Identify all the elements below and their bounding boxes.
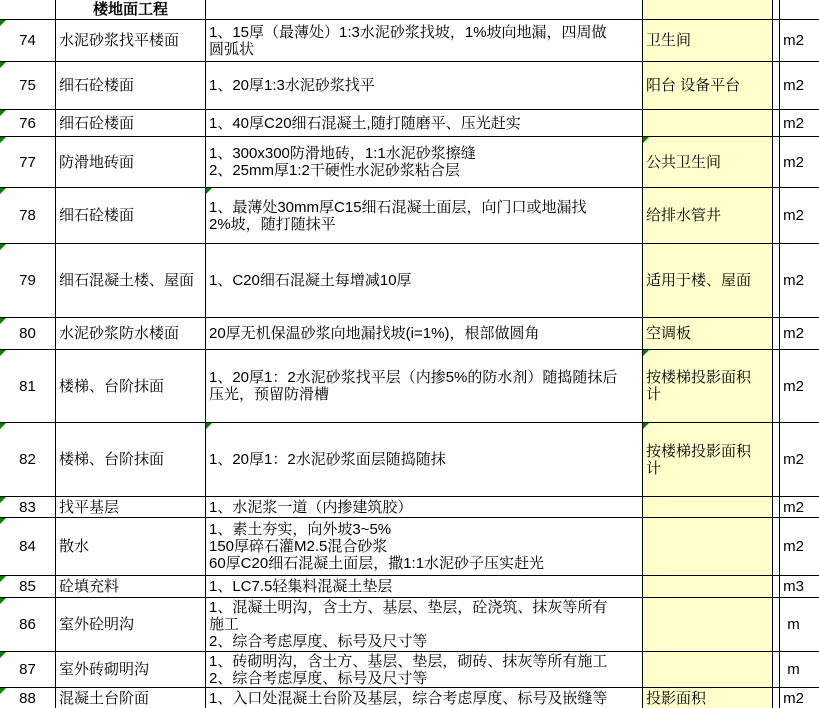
- spacer-cell[interactable]: [773, 598, 780, 652]
- spacer-cell[interactable]: [773, 62, 780, 110]
- unit-cell[interactable]: m2: [780, 497, 819, 518]
- scope-cell[interactable]: [643, 576, 773, 598]
- unit-cell[interactable]: m2: [780, 350, 819, 423]
- scope-cell[interactable]: 适用于楼、屋面: [643, 244, 773, 318]
- item-name-cell[interactable]: 水泥砂浆找平楼面: [56, 20, 206, 62]
- spacer-cell[interactable]: [773, 244, 780, 318]
- row-number-cell[interactable]: 82: [0, 423, 56, 497]
- unit-cell[interactable]: m2: [780, 137, 819, 188]
- row-number-cell[interactable]: 75: [0, 62, 56, 110]
- spacer-cell[interactable]: [773, 110, 780, 137]
- unit-cell[interactable]: m3: [780, 576, 819, 598]
- description-cell[interactable]: 20厚无机保温砂浆向地漏找坡(i=1%)，根部做圆角: [206, 318, 643, 350]
- scope-cell[interactable]: [643, 518, 773, 576]
- spacer-cell[interactable]: [773, 350, 780, 423]
- description-cell[interactable]: 1、入口处混凝土台阶及基层，综合考虑厚度、标号及嵌缝等: [206, 688, 643, 708]
- spacer-cell[interactable]: [773, 318, 780, 350]
- description-cell[interactable]: 1、C20细石混凝土每增减10厚: [206, 244, 643, 318]
- row-number-cell[interactable]: 81: [0, 350, 56, 423]
- row-number-cell[interactable]: 77: [0, 137, 56, 188]
- spacer-cell[interactable]: [773, 0, 780, 20]
- scope-cell[interactable]: 公共卫生间: [643, 137, 773, 188]
- description-cell[interactable]: 1、40厚C20细石混凝土,随打随磨平、压光赶实: [206, 110, 643, 137]
- description-cell[interactable]: 1、最薄处30mm厚C15细石混凝土面层，向门口或地漏找 2%坡，随打随抹平: [206, 188, 643, 244]
- row-number-cell[interactable]: 88: [0, 688, 56, 708]
- unit-cell[interactable]: m2: [780, 423, 819, 497]
- scope-cell[interactable]: [643, 652, 773, 688]
- item-name-cell[interactable]: 室外砖砌明沟: [56, 652, 206, 688]
- unit-cell[interactable]: m2: [780, 688, 819, 708]
- description-cell[interactable]: 1、砖砌明沟，含土方、基层、垫层，砌砖、抹灰等所有施工 2、综合考虑厚度、标号及尺寸等: [206, 652, 643, 688]
- scope-cell[interactable]: 按楼梯投影面积 计: [643, 350, 773, 423]
- unit-cell[interactable]: m2: [780, 518, 819, 576]
- unit-cell[interactable]: m2: [780, 62, 819, 110]
- description-cell[interactable]: 1、LC7.5轻集料混凝土垫层: [206, 576, 643, 598]
- scope-cell[interactable]: 给排水管井: [643, 188, 773, 244]
- spacer-cell[interactable]: [773, 137, 780, 188]
- row-number-cell[interactable]: 80: [0, 318, 56, 350]
- row-number-cell[interactable]: 78: [0, 188, 56, 244]
- row-number-cell[interactable]: 79: [0, 244, 56, 318]
- unit-cell[interactable]: m2: [780, 244, 819, 318]
- row-number-cell[interactable]: 84: [0, 518, 56, 576]
- spacer-cell[interactable]: [773, 423, 780, 497]
- description-cell[interactable]: 1、混凝土明沟，含土方、基层、垫层，砼浇筑、抹灰等所有 施工 2、综合考虑厚度、标号及尺寸等: [206, 598, 643, 652]
- item-name-cell[interactable]: 细石砼楼面: [56, 188, 206, 244]
- spacer-cell[interactable]: [773, 652, 780, 688]
- description-cell[interactable]: 1、15厚（最薄处）1:3水泥砂浆找坡，1%坡向地漏，四周做 圆弧状: [206, 20, 643, 62]
- item-name-cell[interactable]: 水泥砂浆防水楼面: [56, 318, 206, 350]
- description-cell[interactable]: 1、20厚1:3水泥砂浆找平: [206, 62, 643, 110]
- blank-cell[interactable]: [0, 0, 56, 20]
- row-number-cell[interactable]: 76: [0, 110, 56, 137]
- row-number-cell[interactable]: 85: [0, 576, 56, 598]
- scope-cell[interactable]: 阳台 设备平台: [643, 62, 773, 110]
- item-name-cell[interactable]: 砼填充料: [56, 576, 206, 598]
- row-number-cell[interactable]: 86: [0, 598, 56, 652]
- scope-cell[interactable]: 按楼梯投影面积 计: [643, 423, 773, 497]
- scope-cell[interactable]: 投影面积: [643, 688, 773, 708]
- item-name-cell[interactable]: 找平基层: [56, 497, 206, 518]
- item-name-cell[interactable]: 室外砼明沟: [56, 598, 206, 652]
- item-name-cell[interactable]: 防滑地砖面: [56, 137, 206, 188]
- unit-cell[interactable]: m2: [780, 188, 819, 244]
- spacer-cell[interactable]: [773, 20, 780, 62]
- item-name-cell[interactable]: 散水: [56, 518, 206, 576]
- spacer-cell[interactable]: [773, 576, 780, 598]
- spacer-cell[interactable]: [773, 518, 780, 576]
- item-name-cell[interactable]: 混凝土台阶面: [56, 688, 206, 708]
- row-number-cell[interactable]: 83: [0, 497, 56, 518]
- description-cell[interactable]: 1、20厚1：2水泥砂浆面层随捣随抹: [206, 423, 643, 497]
- description-cell[interactable]: 1、20厚1：2水泥砂浆找平层（内掺5%的防水剂）随捣随抹后 压光，预留防滑槽: [206, 350, 643, 423]
- description-cell[interactable]: 1、素土夯实，向外坡3~5% 150厚碎石灌M2.5混合砂浆 60厚C20细石混凝土面层，撒1:1水泥砂子压实赶光: [206, 518, 643, 576]
- description-cell[interactable]: 1、水泥浆一道（内掺建筑胶）: [206, 497, 643, 518]
- row-number-cell[interactable]: 74: [0, 20, 56, 62]
- spacer-cell[interactable]: [773, 497, 780, 518]
- unit-cell[interactable]: [780, 0, 819, 20]
- description-cell[interactable]: 1、300x300防滑地砖，1:1水泥砂浆擦缝 2、25mm厚1:2干硬性水泥砂浆粘合层: [206, 137, 643, 188]
- scope-cell[interactable]: [643, 598, 773, 652]
- unit-cell[interactable]: m2: [780, 110, 819, 137]
- item-name-cell[interactable]: 细石砼楼面: [56, 62, 206, 110]
- spacer-cell[interactable]: [773, 688, 780, 708]
- scope-cell[interactable]: 卫生间: [643, 20, 773, 62]
- scope-cell[interactable]: [643, 0, 773, 20]
- item-name-cell[interactable]: 楼梯、台阶抹面: [56, 423, 206, 497]
- scope-cell[interactable]: [643, 497, 773, 518]
- section-title[interactable]: 楼地面工程: [56, 0, 206, 20]
- unit-cell[interactable]: m2: [780, 318, 819, 350]
- item-name-cell[interactable]: 细石混凝土楼、屋面: [56, 244, 206, 318]
- item-name-cell[interactable]: 细石砼楼面: [56, 110, 206, 137]
- spacer-cell[interactable]: [773, 188, 780, 244]
- item-name-cell[interactable]: 楼梯、台阶抹面: [56, 350, 206, 423]
- unit-cell[interactable]: m: [780, 598, 819, 652]
- row-number-cell[interactable]: 87: [0, 652, 56, 688]
- scope-cell[interactable]: 空调板: [643, 318, 773, 350]
- blank-cell[interactable]: [206, 0, 643, 20]
- unit-cell[interactable]: m2: [780, 20, 819, 62]
- scope-cell[interactable]: [643, 110, 773, 137]
- unit-cell[interactable]: m: [780, 652, 819, 688]
